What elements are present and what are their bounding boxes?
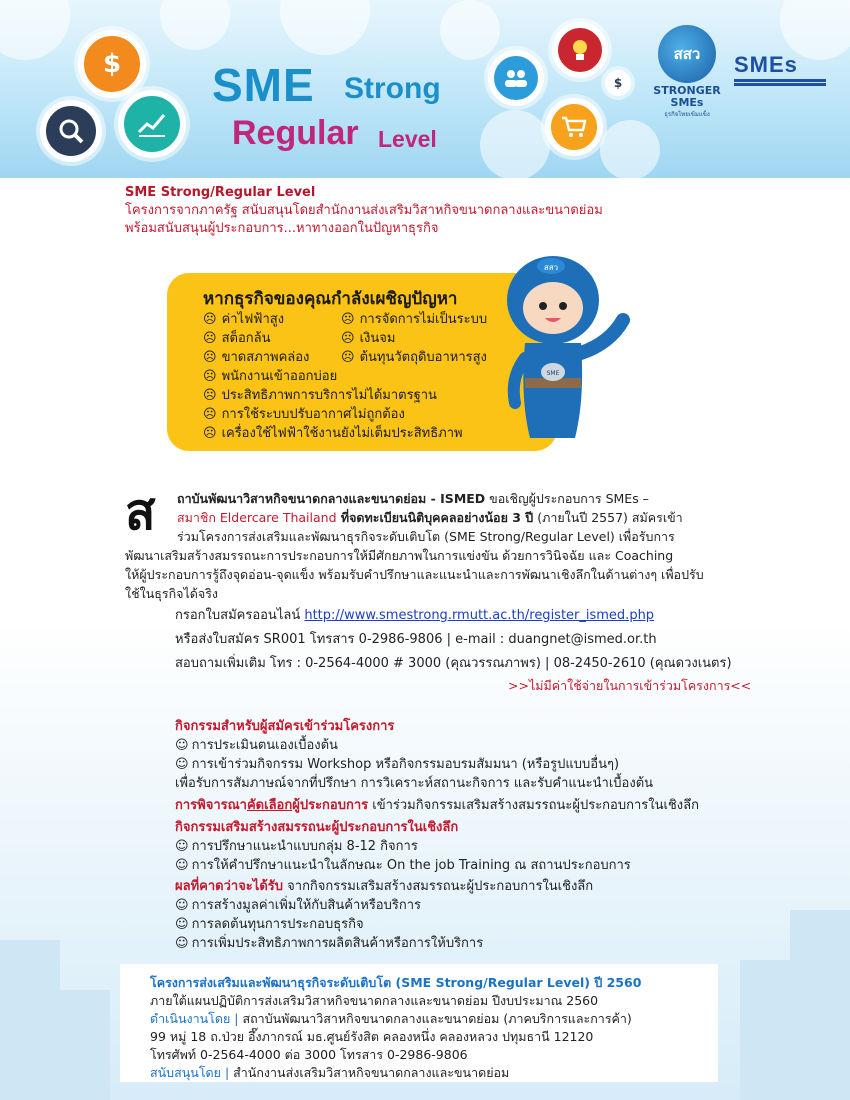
problem-item [203, 368, 337, 386]
drop-cap: ส [125, 483, 156, 541]
osmep-mark: สสว [658, 25, 716, 83]
activity-text: การให้คำปรึกษาแนะนำในลักษณะ On the job Training ณ สถานประกอบการ [191, 858, 631, 873]
bulb-icon [552, 22, 608, 78]
intro-title: SME Strong/Regular Level [125, 185, 316, 200]
city-decoration [60, 990, 110, 1100]
smile-icon: ☺ [175, 738, 189, 753]
city-decoration [790, 910, 850, 1100]
mascot-illustration [485, 248, 635, 448]
activity-text: การประเมินตนเองเบื้องต้น [191, 738, 338, 753]
problem-text: ต้นทุนวัตถุดิบอาหารสูง [359, 350, 487, 365]
header-banner [0, 0, 850, 178]
sad-face-icon: ☹ [203, 350, 217, 365]
result-text: จากกิจกรรมเสริมสร้างสมรรถนะผู้ประกอบการในเชิงลึก [283, 879, 594, 894]
dollar-icon: $ [78, 30, 146, 98]
deep-heading: กิจกรรมเสริมสร้างสมรรถนะผู้ประกอบการในเชิงลึก [175, 820, 459, 835]
problem-text: ขาดสภาพคล่อง [221, 350, 310, 365]
city-decoration [0, 940, 60, 1100]
problem-item [203, 425, 463, 443]
footer-phone: โทรศัพท์ 0-2564-4000 ต่อ 3000 โทรสาร 0-2986-9806 [150, 1047, 468, 1062]
problem-item [341, 349, 487, 367]
sad-face-icon: ☹ [341, 312, 355, 327]
ismed-name: ถาบันพัฒนาวิสาหกิจขนาดกลางและขนาดย่อม - ISMED [177, 491, 486, 506]
osmep-slogan: STRONGER SMEs [653, 84, 721, 109]
intro-block [125, 184, 603, 238]
smile-icon: ☺ [175, 839, 189, 854]
applicant-heading: กิจกรรมสำหรับผู้สมัครเข้าร่วมโครงการ [175, 719, 395, 734]
paragraph-line: พัฒนาเสริมสร้างสมรรถนะการประกอบการให้มีศักยภาพในการแข่งขัน ด้วยการวินิจฉัย และ Coaching [125, 548, 674, 563]
sad-face-icon: ☹ [203, 331, 217, 346]
sad-face-icon: ☹ [203, 426, 217, 441]
sad-face-icon: ☹ [203, 407, 217, 422]
mascot-badge-text: สสว [543, 263, 559, 272]
osmep-subtext: ธุรกิจไทยเข้มแข็ง [664, 111, 710, 118]
selection-heading-underlined: คัดเลือก [246, 798, 293, 813]
result-item [175, 934, 593, 953]
footer-sponsor [150, 1064, 509, 1083]
selection-heading: ผู้ประกอบการ [292, 798, 369, 813]
problem-text: สต็อกล้น [221, 331, 271, 346]
problem-item [341, 330, 395, 348]
applicant-activities [175, 717, 653, 793]
sponsor-name: สำนักงานส่งเสริมวิสาหกิจขนาดกลางและขนาดย่อม [233, 1065, 510, 1080]
problem-item [203, 349, 309, 367]
sme-strong-logo [212, 58, 452, 163]
smile-icon: ☺ [175, 898, 189, 913]
no-fee-notice: >>ไม่มีค่าใช้จ่ายในการเข้าร่วมโครงการ<< [508, 678, 752, 693]
activity-text: การปรึกษาแนะนำแบบกลุ่ม 8-12 กิจการ [191, 839, 418, 854]
problem-text: พนักงานเข้าออกบ่อย [221, 369, 338, 384]
smile-icon: ☺ [175, 917, 189, 932]
problem-text: เครื่องใช้ไฟฟ้าใช้งานยังไม่เต็มประสิทธิภาพ [221, 426, 463, 441]
gear-decoration [780, 0, 850, 60]
magnifier-icon [40, 100, 102, 162]
paragraph-line: ให้ผู้ประกอบการรู้ถึงจุดอ่อน-จุดแข็ง พร้อมรับคำปรึกษาและแนะนำและการพัฒนาเชิงลึกในด้านต่างๆ เพื่อปรับ [125, 567, 704, 582]
sponsor-label: สนับสนุนโดย | [150, 1065, 234, 1080]
chart-icon [118, 90, 186, 158]
send-application-line: หรือส่งใบสมัคร SR001 โทรสาร 0-2986-9806 | e-mail : duangnet@ismed.or.th [175, 632, 657, 647]
gear-decoration [600, 120, 660, 178]
deep-activities [175, 818, 631, 875]
smile-icon: ☺ [175, 757, 189, 772]
sad-face-icon: ☹ [341, 350, 355, 365]
smes-logo [734, 52, 826, 87]
apply-online-line [175, 604, 654, 625]
logo-strong-text: Strong [344, 72, 441, 105]
paragraph-line: ร่วมโครงการส่งเสริมและพัฒนาธุรกิจระดับเติบโต (SME Strong/Regular Level) เพื่อรับการ [177, 529, 675, 544]
sad-face-icon: ☹ [203, 369, 217, 384]
gear-decoration [280, 0, 370, 55]
footer-box [120, 964, 718, 1082]
people-icon [488, 50, 544, 106]
selection-line [175, 796, 699, 815]
operator-label: ดำเนินงานโดย | [150, 1011, 243, 1026]
gear-decoration [480, 110, 550, 178]
problem-title: หากธุรกิจของคุณกำลังเผชิญปัญหา [203, 289, 458, 309]
paragraph-line: ใช้ในธุรกิจได้จริง [125, 586, 219, 601]
intro-line1: โครงการจากภาครัฐ สนับสนุนโดยสำนักงานส่งเสริมวิสาหกิจขนาดกลางและขนาดย่อม [125, 203, 603, 218]
activity-item [175, 736, 653, 755]
osmep-logo [652, 25, 722, 119]
activity-note: เพื่อรับการสัมภาษณ์จากที่ปรึกษา การวิเคราะห์สถานะกิจการ และรับคำแนะนำเบื้องต้น [175, 776, 654, 791]
logo-sme-text: SME [212, 59, 315, 111]
gear-decoration [0, 0, 70, 60]
coin-icon: $ [605, 70, 631, 96]
logo-regular-text: Regular [232, 114, 359, 152]
problem-text: การใช้ระบบปรับอากาศไม่ถูกต้อง [221, 407, 405, 422]
result-item-text: การลดต้นทุนการประกอบธุรกิจ [191, 917, 364, 932]
problem-item [203, 387, 437, 405]
problem-item [341, 311, 487, 329]
gear-decoration [160, 0, 230, 50]
result-item-text: การสร้างมูลค่าเพิ่มให้กับสินค้าหรือบริการ [191, 898, 421, 913]
problem-text: การจัดการไม่เป็นระบบ [359, 312, 488, 327]
gear-decoration [440, 0, 500, 60]
register-link[interactable]: http://www.smestrong.rmutt.ac.th/register_ismed.php [304, 608, 655, 623]
sad-face-icon: ☹ [203, 312, 217, 327]
activity-item [175, 755, 653, 774]
operator-name: สถาบันพัฒนาวิสาหกิจขนาดกลางและขนาดย่อม (ภาคบริการและการค้า) [242, 1011, 632, 1026]
mascot-belt-text: SME [546, 370, 560, 377]
smes-logo-bar [734, 83, 826, 86]
problem-text: เงินจม [359, 331, 396, 346]
result-item [175, 896, 593, 915]
apply-label: กรอกใบสมัครออนไลน์ [175, 608, 305, 623]
paragraph-text: ขอเชิญผู้ประกอบการ SMEs – [485, 491, 649, 506]
footer-address: 99 หมู่ 18 ถ.ป่วย อึ๊งภากรณ์ มธ.ศูนย์รังสิต คลองหนึ่ง คลองหลวง ปทุมธานี 12120 [150, 1029, 594, 1044]
smile-icon: ☺ [175, 936, 189, 951]
result-item-text: การเพิ่มประสิทธิภาพการผลิตสินค้าหรือการให้บริการ [191, 936, 484, 951]
paragraph-text: (ภายในปี 2557) สมัครเข้า [533, 510, 683, 525]
problem-text: ค่าไฟฟ้าสูง [221, 312, 285, 327]
footer-title: โครงการส่งเสริมและพัฒนาธุรกิจระดับเติบโต (SME Strong/Regular Level) ปี 2560 [150, 975, 642, 990]
problem-item [203, 311, 284, 329]
activity-item [175, 837, 631, 856]
inquiry-line: สอบถามเพิ่มเติม โทร : 0-2564-4000 # 3000 (คุณวรรณภาพร) | 08-2450-2610 (คุณดวงเนตร) [175, 656, 732, 671]
selection-heading: การพิจารณา [175, 798, 247, 813]
activity-text: การเข้าร่วมกิจกรรม Workshop หรือกิจกรรมอบรมสัมมนา (หรือรูปแบบอื่นๆ) [191, 757, 620, 772]
activity-item [175, 856, 631, 875]
result-heading: ผลที่คาดว่าจะได้รับ [175, 879, 284, 894]
smes-logo-text: SMEs [734, 52, 798, 77]
intro-line2: พร้อมสนับสนุนผู้ประกอบการ...หาทางออกในปัญหาธุรกิจ [125, 221, 439, 236]
cart-icon [545, 98, 603, 156]
result-item [175, 915, 593, 934]
problem-item [203, 406, 405, 424]
registration-requirement: ที่จดทะเบียนนิติบุคคลอย่างน้อย 3 ปี [336, 510, 534, 525]
logo-level-text: Level [378, 126, 437, 152]
paragraph-line [177, 509, 683, 527]
paragraph-line [177, 490, 649, 508]
footer-operator [150, 1010, 632, 1029]
selection-text: เข้าร่วมกิจกรรมเสริมสร้างสมรรถนะผู้ประกอบการในเชิงลึก [368, 798, 699, 813]
sad-face-icon: ☹ [341, 331, 355, 346]
city-decoration [740, 960, 790, 1100]
problem-text: ประสิทธิภาพการบริการไม่ได้มาตรฐาน [221, 388, 437, 403]
smile-icon: ☺ [175, 858, 189, 873]
sad-face-icon: ☹ [203, 388, 217, 403]
eldercare-member-text: สมาชิก Eldercare Thailand [177, 510, 337, 525]
expected-results [175, 877, 593, 953]
problem-item [203, 330, 270, 348]
footer-plan: ภายใต้แผนปฏิบัติการส่งเสริมวิสาหกิจขนาดกลางและขนาดย่อม ปีงบประมาณ 2560 [150, 993, 599, 1008]
smes-logo-bar [734, 79, 826, 82]
